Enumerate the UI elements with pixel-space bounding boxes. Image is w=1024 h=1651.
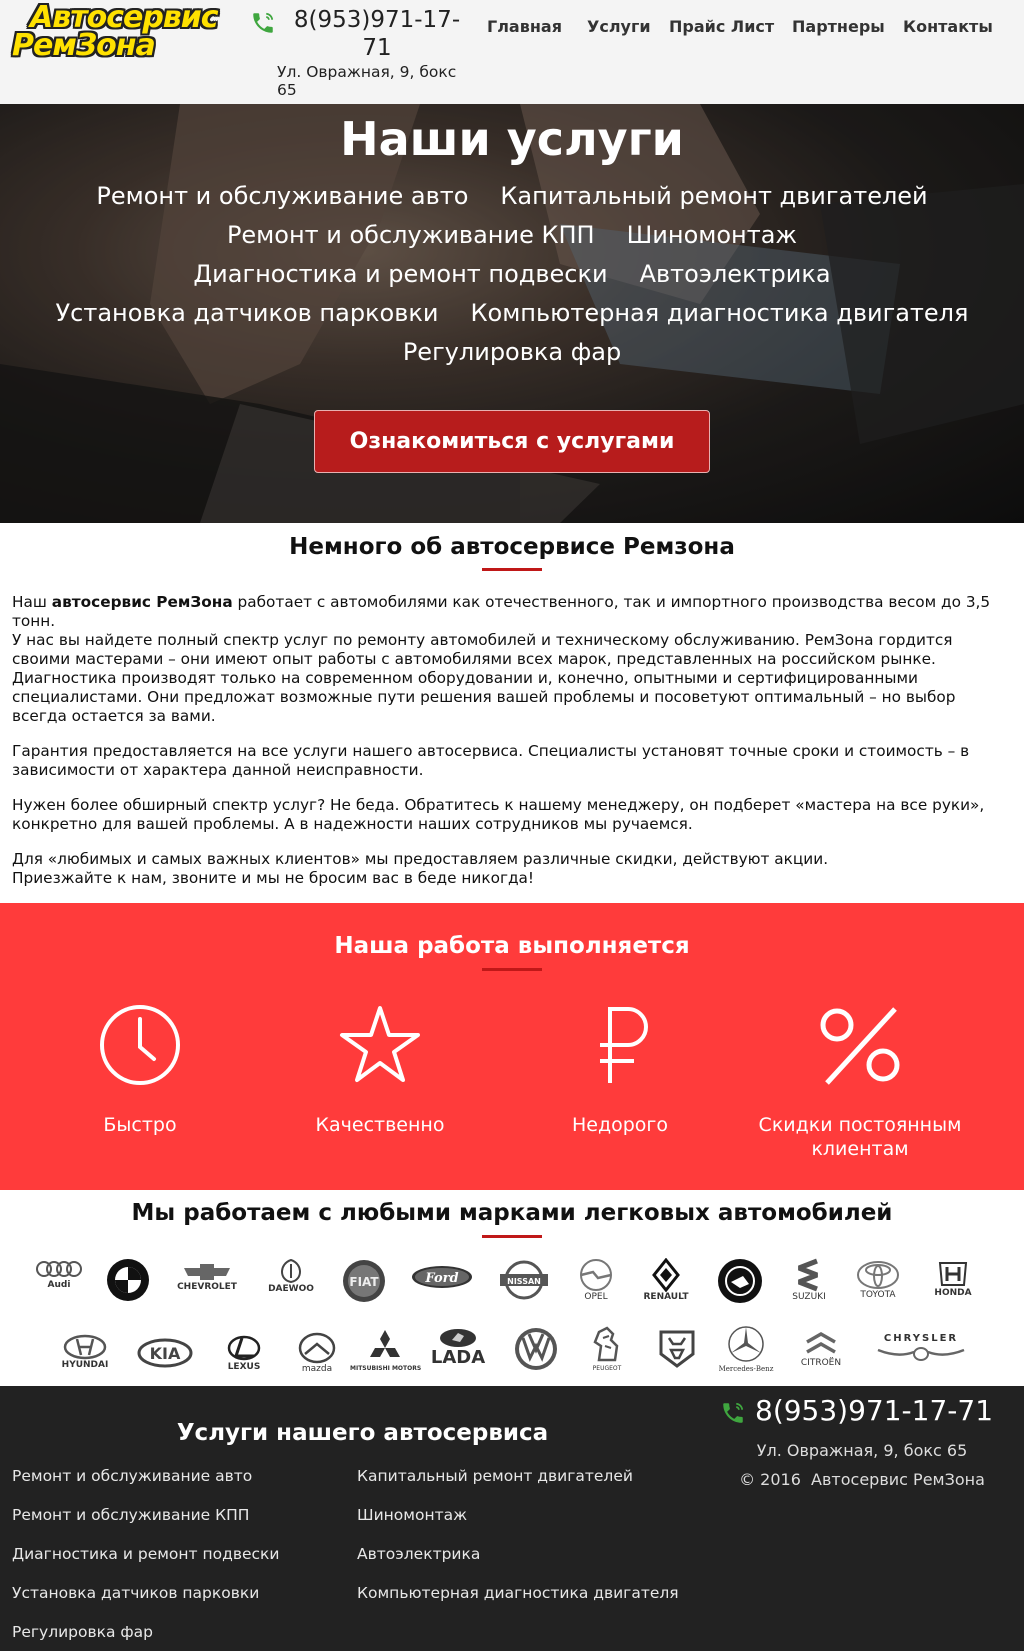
feature-discounts [740, 1003, 980, 1161]
mercedes-star-icon [726, 1324, 766, 1364]
brand-name: MITSUBISHI MOTORS [350, 1365, 422, 1372]
brand-citroen[interactable] [786, 1328, 856, 1384]
about-paragraph [12, 850, 1012, 888]
hero-service-link[interactable]: Регулировка фар [402, 338, 622, 366]
brand-name: Mercedes-Benz [718, 1365, 774, 1373]
title-underline [482, 1235, 542, 1238]
footer-service-link[interactable]: Регулировка фар [12, 1623, 154, 1641]
about-text [12, 593, 1012, 904]
brand-volkswagen[interactable] [501, 1326, 571, 1382]
brand-name: mazda [301, 1364, 333, 1374]
hyundai-logo-icon [63, 1334, 107, 1360]
nav-contacts[interactable]: Контакты [903, 17, 993, 36]
title-underline [482, 968, 542, 971]
brand-name: CITROËN [800, 1358, 842, 1368]
suzuki-logo-icon [789, 1258, 829, 1292]
hero-service-link[interactable]: Капитальный ремонт двигателей [500, 182, 928, 210]
brand-name: CHRYSLER [883, 1333, 959, 1344]
brand-daewoo[interactable] [256, 1258, 326, 1314]
brand-name: Audi [47, 1280, 71, 1290]
brand-lexus[interactable] [209, 1334, 279, 1390]
ruble-icon [578, 1003, 662, 1087]
footer-service-link[interactable]: Установка датчиков парковки [12, 1584, 260, 1602]
toyota-logo-icon [855, 1260, 901, 1290]
svg-text:FIAT: FIAT [349, 1275, 379, 1289]
footer-title: Услуги нашего автосервиса [176, 1420, 549, 1446]
kia-logo-icon [137, 1338, 193, 1368]
clock-icon [98, 1003, 182, 1087]
view-services-button[interactable]: Ознакомиться с услугами [314, 410, 710, 473]
brand-renault[interactable] [631, 1258, 701, 1314]
brand-gaz[interactable] [642, 1326, 712, 1382]
svg-text:Ford: Ford [425, 1271, 459, 1286]
hero-service-link[interactable]: Установка датчиков парковки [55, 299, 439, 327]
title-underline [482, 568, 542, 571]
brand-name: LADA [430, 1347, 486, 1368]
feature-label: Недорого [571, 1114, 669, 1136]
hero-service-link[interactable]: Шиномонтаж [626, 221, 798, 249]
chrysler-wings-icon [876, 1344, 966, 1362]
mazda-logo-icon [297, 1332, 337, 1364]
daewoo-logo-icon [274, 1258, 308, 1284]
brand-name: TOYOTA [860, 1290, 896, 1300]
brand-name: OPEL [584, 1292, 608, 1302]
nav-partners[interactable]: Партнеры [792, 17, 885, 36]
nav-price-list[interactable]: Прайс Лист [669, 17, 775, 36]
phone-icon [720, 1400, 746, 1426]
brand-lada[interactable] [423, 1328, 493, 1384]
site-header [0, 0, 1024, 104]
hero-service-link[interactable]: Автоэлектрика [639, 260, 831, 288]
hero-service-link[interactable]: Ремонт и обслуживание авто [96, 182, 469, 210]
footer-service-link[interactable]: Компьютерная диагностика двигателя [357, 1584, 679, 1602]
brand-name: HYUNDAI [61, 1360, 109, 1370]
footer-services-col-2 [357, 1457, 679, 1613]
brand-suzuki[interactable] [774, 1258, 844, 1314]
logo-line-1: Автосервис [30, 0, 218, 35]
brand-hyundai[interactable] [50, 1334, 120, 1390]
hero-services-row [0, 260, 1024, 288]
feature-fast [20, 1003, 260, 1137]
header-address: Ул. Овражная, 9, бокс 65 [277, 63, 457, 99]
brand-mercedes[interactable] [711, 1324, 781, 1380]
feature-cheap [500, 1003, 740, 1137]
hero-section [0, 104, 1024, 523]
about-title: Немного об автосервисе Ремзона [289, 534, 735, 560]
brand-honda[interactable] [918, 1260, 988, 1316]
about-text-fragment: Наш [12, 593, 52, 611]
header-phone[interactable]: 8(953)971-17-71 [293, 7, 461, 61]
hero-service-link[interactable]: Диагностика и ремонт подвески [193, 260, 608, 288]
audi-logo-icon [34, 1258, 84, 1280]
footer-address: Ул. Овражная, 9, бокс 65 [756, 1441, 968, 1460]
hero-services-row [0, 299, 1024, 327]
about-paragraph [12, 593, 1012, 726]
feature-label: Быстро [103, 1114, 177, 1136]
brand-bmw[interactable] [93, 1258, 163, 1314]
svg-text:KIA: KIA [149, 1344, 181, 1363]
brand-skoda[interactable] [705, 1258, 775, 1314]
footer-service-link[interactable]: Автоэлектрика [357, 1545, 481, 1563]
brand-name: RENAULT [643, 1292, 689, 1302]
fiat-logo-icon [341, 1258, 387, 1304]
mitsubishi-logo-icon [366, 1328, 404, 1364]
lada-logo-icon [436, 1328, 480, 1348]
brand-nissan[interactable] [489, 1259, 559, 1315]
footer-services-col-1 [12, 1457, 279, 1651]
features-title: Наша работа выполняется [334, 933, 690, 959]
features-section [0, 903, 1024, 1190]
brand-name: HONDA [934, 1288, 972, 1298]
site-footer [0, 1386, 1024, 1651]
opel-logo-icon [578, 1258, 614, 1292]
about-paragraph: Гарантия предоставляется на все услуги нашего автосервиса. Специалисты установят точные сроки и стоимость – в зависимости от характера данной неисправности. [12, 742, 970, 779]
about-text-fragment: Приезжайте к нам, звоните и мы не бросим вас в беде никогда! [12, 869, 535, 887]
brand-ford[interactable] [407, 1264, 477, 1320]
brand-name: PEUGEOT [592, 1365, 622, 1372]
brand-toyota[interactable] [843, 1260, 913, 1316]
brand-mazda[interactable] [282, 1332, 352, 1388]
about-text-fragment: Для «любимых и самых важных клиентов» мы предоставляем различные скидки, действуют акции. [12, 850, 829, 868]
hero-service-link[interactable]: Ремонт и обслуживание КПП [226, 221, 595, 249]
honda-logo-icon [936, 1260, 970, 1288]
lexus-logo-icon [226, 1334, 262, 1362]
footer-service-link[interactable]: Капитальный ремонт двигателей [357, 1467, 633, 1485]
footer-service-link[interactable]: Ремонт и обслуживание КПП [12, 1506, 250, 1524]
brand-fiat[interactable] [329, 1258, 399, 1314]
about-text-fragment: работает с автомобилями как отечественного, так и импортного производства весом до 3,5 тонн. [12, 593, 991, 630]
chevrolet-logo-icon [182, 1262, 232, 1282]
feature-label: Качественно [315, 1114, 445, 1136]
nav-services[interactable]: Услуги [587, 17, 651, 36]
renault-logo-icon [651, 1258, 681, 1292]
brand-opel[interactable] [561, 1258, 631, 1314]
bmw-logo-icon [106, 1258, 150, 1302]
about-text-fragment: У нас вы найдете полный спектр услуг по ремонту автомобилей и техническому обслуживанию. РемЗона гордится своими мастерами – они имеют опыт работы с автомобилями всех марок, представленных на российском рынке. Диагностика производят только на современном оборудовании и, конечно, опытными и сертифицированными специалистами. Они предложат возможные пути решения вашей проблемы и посоветуют оптимальный – но выбор всегда остается за вами. [12, 631, 956, 725]
logo[interactable] [10, 2, 228, 64]
footer-copyright: © 2016 Автосервис РемЗона [739, 1470, 985, 1489]
brand-chrysler[interactable] [874, 1334, 968, 1390]
brand-name: LEXUS [227, 1362, 261, 1372]
footer-service-link[interactable]: Ремонт и обслуживание авто [12, 1467, 253, 1485]
about-paragraph: Нужен более обширный спектр услуг? Не беда. Обратитесь к нашему менеджеру, он подберет «мастера на все руки», конкретно для вашей проблемы. А в надежности наших сотрудников мы ручаемся. [12, 796, 985, 833]
brand-chevrolet[interactable] [172, 1262, 242, 1318]
hero-services-row [0, 338, 1024, 366]
footer-service-link[interactable]: Диагностика и ремонт подвески [12, 1545, 280, 1563]
brand-audi[interactable] [24, 1258, 94, 1314]
hero-services-row [0, 182, 1024, 210]
gaz-deer-icon [657, 1326, 697, 1370]
feature-quality [260, 1003, 500, 1137]
star-icon [338, 1003, 422, 1087]
volkswagen-logo-icon [513, 1326, 559, 1372]
citroen-chevrons-icon [801, 1328, 841, 1358]
brand-peugeot[interactable] [572, 1324, 642, 1380]
hero-title: Наши услуги [340, 112, 684, 166]
brand-mitsubishi[interactable] [350, 1328, 420, 1384]
brand-name: SUZUKI [792, 1292, 826, 1302]
brand-name: DAEWOO [268, 1284, 314, 1294]
hero-services-row [0, 221, 1024, 249]
about-brand-bold: автосервис РемЗона [51, 593, 233, 611]
hero-service-link[interactable]: Компьютерная диагностика двигателя [470, 299, 969, 327]
footer-service-link[interactable]: Шиномонтаж [357, 1506, 468, 1524]
phone-icon [250, 10, 276, 36]
nissan-logo-icon [498, 1259, 550, 1301]
brands-title: Мы работаем с любыми марками легковых автомобилей [131, 1200, 893, 1226]
ford-logo-icon [410, 1264, 474, 1290]
brand-name: CHEVROLET [177, 1282, 237, 1292]
svg-text:NISSAN: NISSAN [507, 1277, 541, 1286]
feature-label: Скидки постоянным клиентам [758, 1114, 962, 1160]
footer-phone[interactable]: 8(953)971-17-71 [755, 1394, 994, 1427]
nav-home[interactable]: Главная [487, 17, 562, 36]
logo-line-2: РемЗона [12, 28, 155, 63]
percent-icon [815, 1003, 905, 1087]
skoda-logo-icon [717, 1258, 763, 1304]
peugeot-lion-icon [589, 1324, 625, 1364]
